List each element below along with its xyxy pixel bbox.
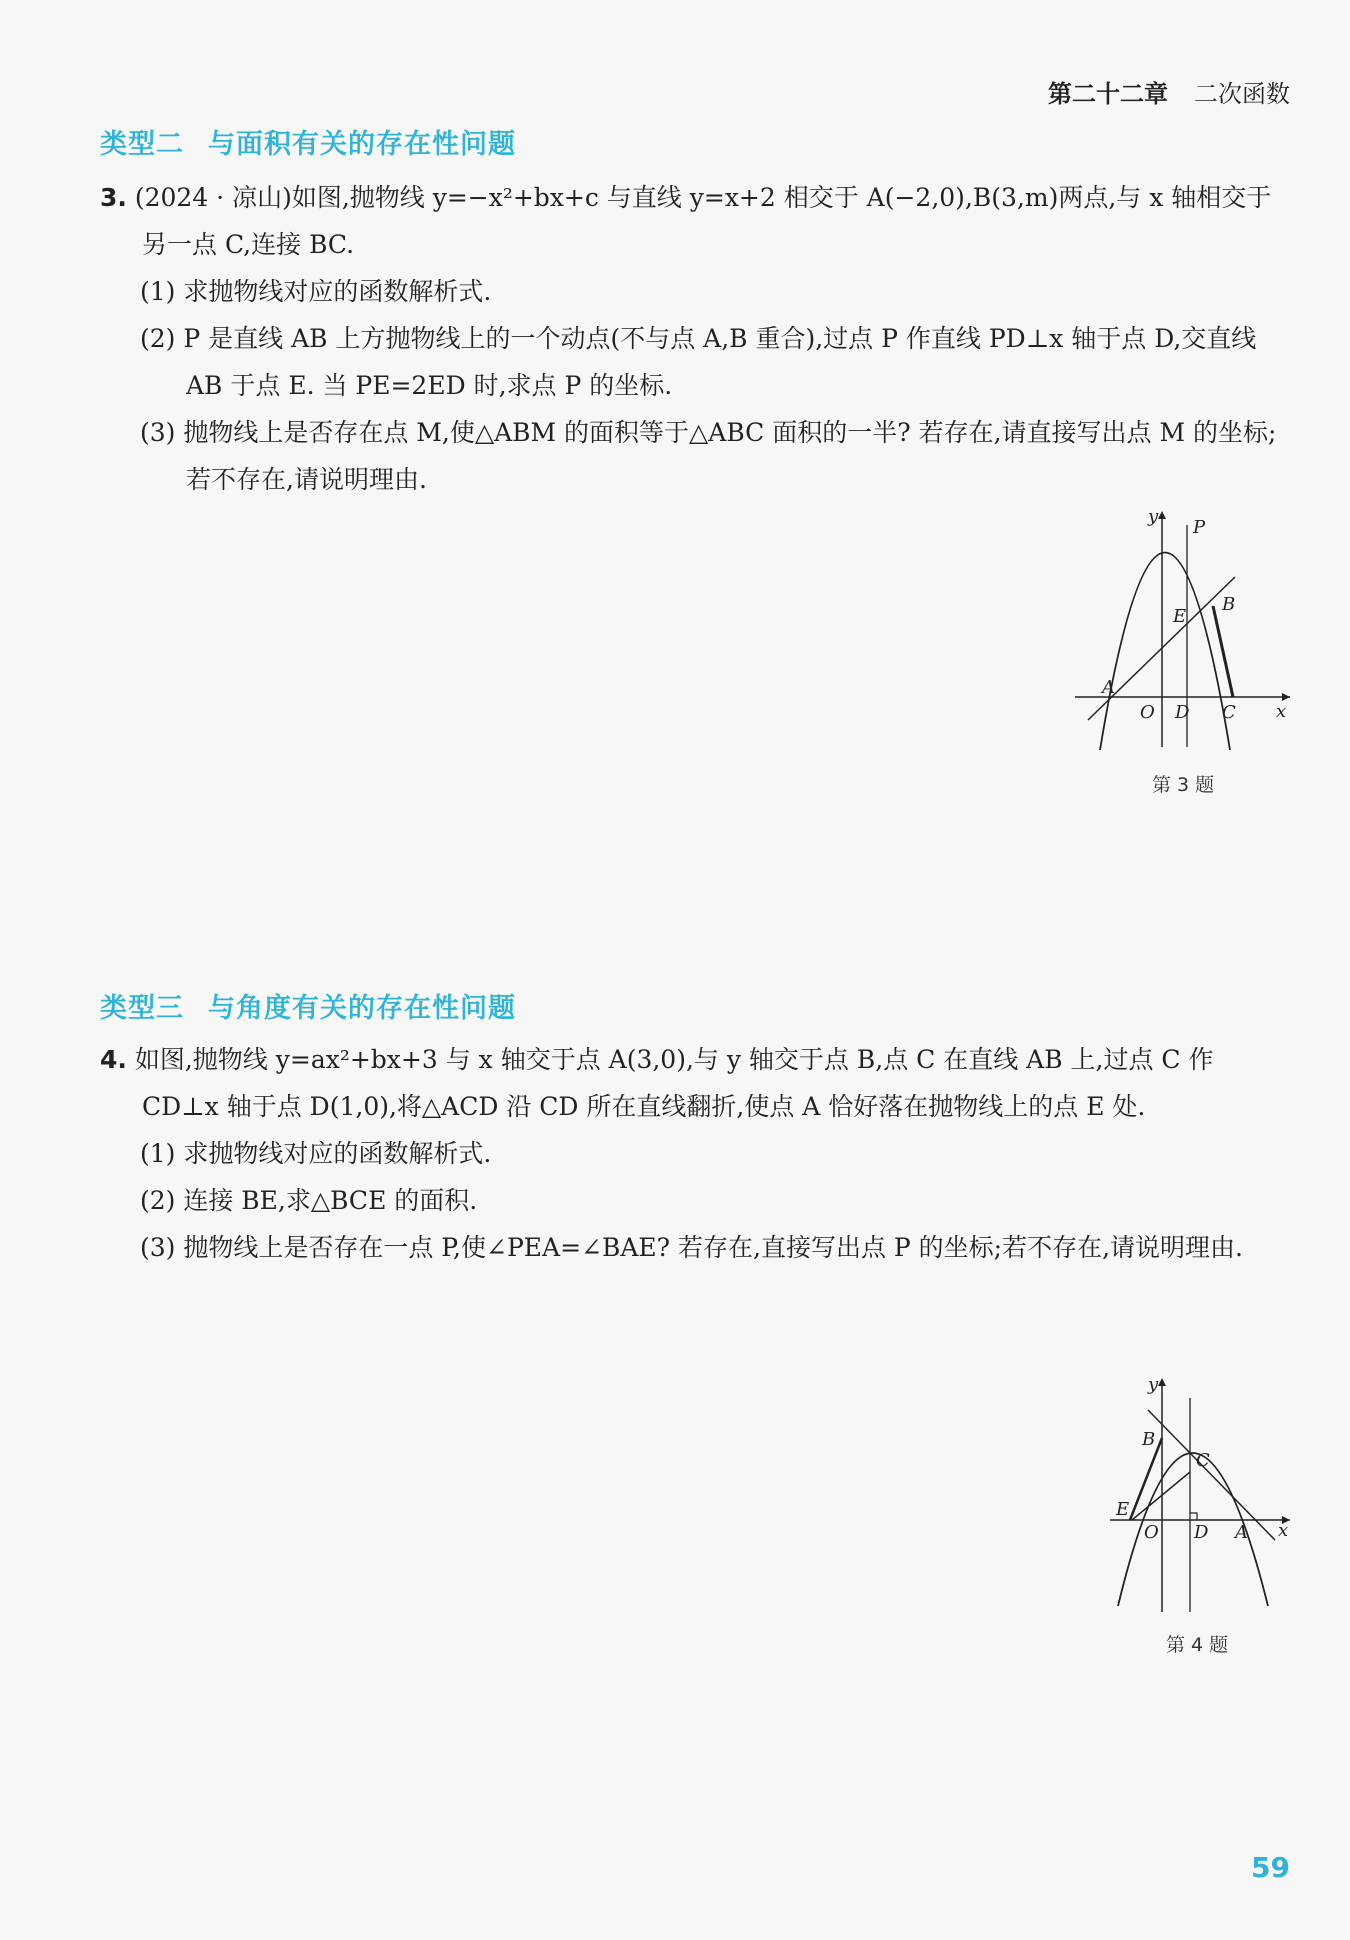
problem-stem <box>100 174 1290 268</box>
label-y: y <box>1148 1374 1159 1395</box>
label-o: O <box>1140 702 1155 723</box>
subquestion-3: (3) 抛物线上是否存在一点 P,使∠PEA=∠BAE? 若存在,直接写出点 P 的坐标;若不存在,请说明理由. <box>140 1233 1243 1262</box>
subquestion-2: (2) P 是直线 AB 上方抛物线上的一个动点(不与点 A,B 重合),过点 P 作直线 PD⊥x 轴于点 D,交直线 AB 于点 E. 当 PE=2ED 时,求点 P 的坐标. <box>140 324 1257 400</box>
page-number: 59 <box>1251 1851 1290 1884</box>
label-x: x <box>1276 701 1287 722</box>
label-b: B <box>1222 594 1236 615</box>
figure-problem-4 <box>1100 1370 1300 1620</box>
label-e: E <box>1116 1499 1130 1520</box>
figure-caption-3: 第 3 题 <box>1152 774 1215 796</box>
chapter-topic: 二次函数 <box>1194 80 1290 108</box>
label-a: A <box>1102 677 1115 698</box>
subquestion-2: (2) 连接 BE,求△BCE 的面积. <box>140 1186 478 1215</box>
section-type: 类型二 <box>100 129 184 160</box>
label-p: P <box>1193 517 1206 538</box>
x-axis-arrow-icon <box>1282 693 1290 701</box>
label-e: E <box>1173 606 1187 627</box>
problem-number: 4. <box>100 1045 127 1074</box>
label-d: D <box>1194 1522 1209 1543</box>
section-type: 类型三 <box>100 993 184 1024</box>
y-axis-arrow-icon <box>1158 1378 1166 1386</box>
label-b: B <box>1142 1429 1156 1450</box>
figure-problem-3 <box>1070 505 1300 755</box>
parabola-diagram <box>1100 1370 1300 1620</box>
label-c: C <box>1196 1450 1210 1471</box>
problem-4 <box>100 1036 1290 1271</box>
figure-caption-4: 第 4 题 <box>1166 1634 1229 1656</box>
label-a: A <box>1235 1522 1248 1543</box>
section-heading: 与角度有关的存在性问题 <box>208 993 516 1024</box>
right-angle-mark <box>1190 1513 1197 1520</box>
problem-number: 3. <box>100 183 127 212</box>
problem-stem-text: 如图,抛物线 y=ax²+bx+3 与 x 轴交于点 A(3,0),与 y 轴交于点 B,点 C 在直线 AB 上,过点 C 作 CD⊥x 轴于点 D(1,0),将△ACD 沿 CD 所在直线翻折,使点 A 恰好落在抛物线上的点 E 处. <box>134 1045 1214 1121</box>
subquestion-1: (1) 求抛物线对应的函数解析式. <box>140 1139 492 1168</box>
problem-3 <box>100 174 1290 503</box>
parabola-diagram <box>1070 505 1300 755</box>
problem-stem-text: (2024 · 凉山)如图,抛物线 y=−x²+bx+c 与直线 y=x+2 相交于 A(−2,0),B(3,m)两点,与 x 轴相交于另一点 C,连接 BC. <box>134 183 1272 259</box>
label-c: C <box>1222 702 1236 723</box>
problem-stem <box>100 1036 1290 1130</box>
segment-bc <box>1213 606 1233 697</box>
subquestion-3: (3) 抛物线上是否存在点 M,使△ABM 的面积等于△ABC 面积的一半? 若存在,请直接写出点 M 的坐标;若不存在,请说明理由. <box>140 418 1277 494</box>
subquestion-1: (1) 求抛物线对应的函数解析式. <box>140 277 492 306</box>
label-y: y <box>1148 506 1159 527</box>
section-title-area <box>100 986 516 1025</box>
chapter-number: 第二十二章 <box>1048 80 1168 108</box>
section-title-area <box>100 122 516 161</box>
y-axis-arrow-icon <box>1158 511 1166 519</box>
label-d: D <box>1175 702 1190 723</box>
parabola-curve <box>1100 553 1230 751</box>
label-x: x <box>1278 1520 1289 1541</box>
chapter-header <box>1048 74 1290 109</box>
section-heading: 与面积有关的存在性问题 <box>208 129 516 160</box>
label-o: O <box>1144 1522 1159 1543</box>
